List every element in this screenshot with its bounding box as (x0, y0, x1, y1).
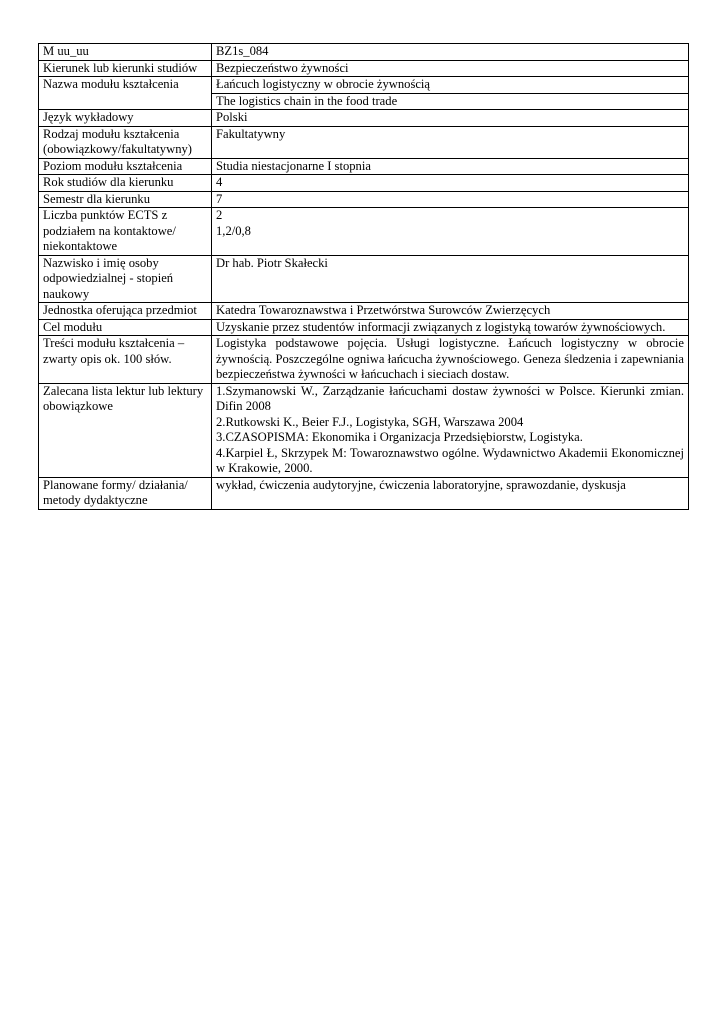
language-label: Język wykładowy (39, 110, 212, 127)
row-semester (39, 191, 689, 208)
literature-item: 4.Karpiel Ł, Skrzypek M: Towaroznawstwo ogólne. Wydawnictwo Akademii Ekonomicznej w Krakowie, 2000. (216, 445, 684, 475)
ects-label: Liczba punktów ECTS z podziałem na kontaktowe/ niekontaktowe (39, 208, 212, 256)
module-description-table (38, 43, 689, 510)
row-goal (39, 319, 689, 336)
content-label: Treści modułu kształcenia – zwarty opis ok. 100 słów. (39, 336, 212, 384)
row-level (39, 158, 689, 175)
row-responsible (39, 255, 689, 303)
responsible-value: Dr hab. Piotr Skałecki (212, 255, 689, 303)
language-value: Polski (212, 110, 689, 127)
literature-item: 2.Rutkowski K., Beier F.J., Logistyka, SGH, Warszawa 2004 (216, 414, 524, 429)
semester-value: 7 (212, 191, 689, 208)
goal-value: Uzyskanie przez studentów informacji związanych z logistyką towarów żywnościowych. (212, 319, 689, 336)
methods-value: wykład, ćwiczenia audytoryjne, ćwiczenia laboratoryjne, sprawozdanie, dyskusja (212, 477, 689, 509)
year-value: 4 (212, 175, 689, 192)
module-type-value: Fakultatywny (212, 126, 689, 158)
row-module-name (39, 77, 689, 94)
literature-list (212, 383, 689, 477)
module-name-en-value: The logistics chain in the food trade (212, 93, 689, 110)
field-of-study-label: Kierunek lub kierunki studiów (39, 60, 212, 77)
row-language (39, 110, 689, 127)
row-methods (39, 477, 689, 509)
row-literature (39, 383, 689, 477)
row-module-code (39, 44, 689, 61)
row-field-of-study (39, 60, 689, 77)
ects-total: 2 (216, 208, 223, 222)
literature-label: Zalecana lista lektur lub lektury obowiązkowe (39, 383, 212, 477)
module-name-label: Nazwa modułu kształcenia (39, 77, 212, 110)
ects-value (212, 208, 689, 256)
module-type-label: Rodzaj modułu kształcenia (obowiązkowy/fakultatywny) (39, 126, 212, 158)
year-label: Rok studiów dla kierunku (39, 175, 212, 192)
row-content (39, 336, 689, 384)
module-name-pl-value: Łańcuch logistyczny w obrocie żywnością (212, 77, 689, 94)
semester-label: Semestr dla kierunku (39, 191, 212, 208)
level-value: Studia niestacjonarne I stopnia (212, 158, 689, 175)
ects-split: 1,2/0,8 (216, 223, 251, 238)
literature-item: 3.CZASOPISMA: Ekonomika i Organizacja Przedsiębiorstw, Logistyka. (216, 430, 583, 444)
row-module-type (39, 126, 689, 158)
unit-value: Katedra Towaroznawstwa i Przetwórstwa Surowców Zwierzęcych (212, 303, 689, 320)
content-value: Logistyka podstawowe pojęcia. Usługi logistyczne. Łańcuch logistyczny w obrocie żywnością. Poszczególne ogniwa łańcucha żywnościowego. Geneza śledzenia i zapewniania bezpieczeństwa żywności w łańcuchach i sieciach dostaw. (212, 336, 689, 384)
field-of-study-value: Bezpieczeństwo żywności (212, 60, 689, 77)
responsible-label: Nazwisko i imię osoby odpowiedzialnej - stopień naukowy (39, 255, 212, 303)
literature-item: 1.Szymanowski W., Zarządzanie łańcuchami dostaw żywności w Polsce. Kierunki zmian. Difin 2008 (216, 383, 684, 413)
unit-label: Jednostka oferująca przedmiot (39, 303, 212, 320)
module-code-value: BZ1s_084 (212, 44, 689, 61)
methods-label: Planowane formy/ działania/ metody dydaktyczne (39, 477, 212, 509)
row-unit (39, 303, 689, 320)
row-year (39, 175, 689, 192)
goal-label: Cel modułu (39, 319, 212, 336)
level-label: Poziom modułu kształcenia (39, 158, 212, 175)
row-ects (39, 208, 689, 256)
module-code-label: M uu_uu (39, 44, 212, 61)
